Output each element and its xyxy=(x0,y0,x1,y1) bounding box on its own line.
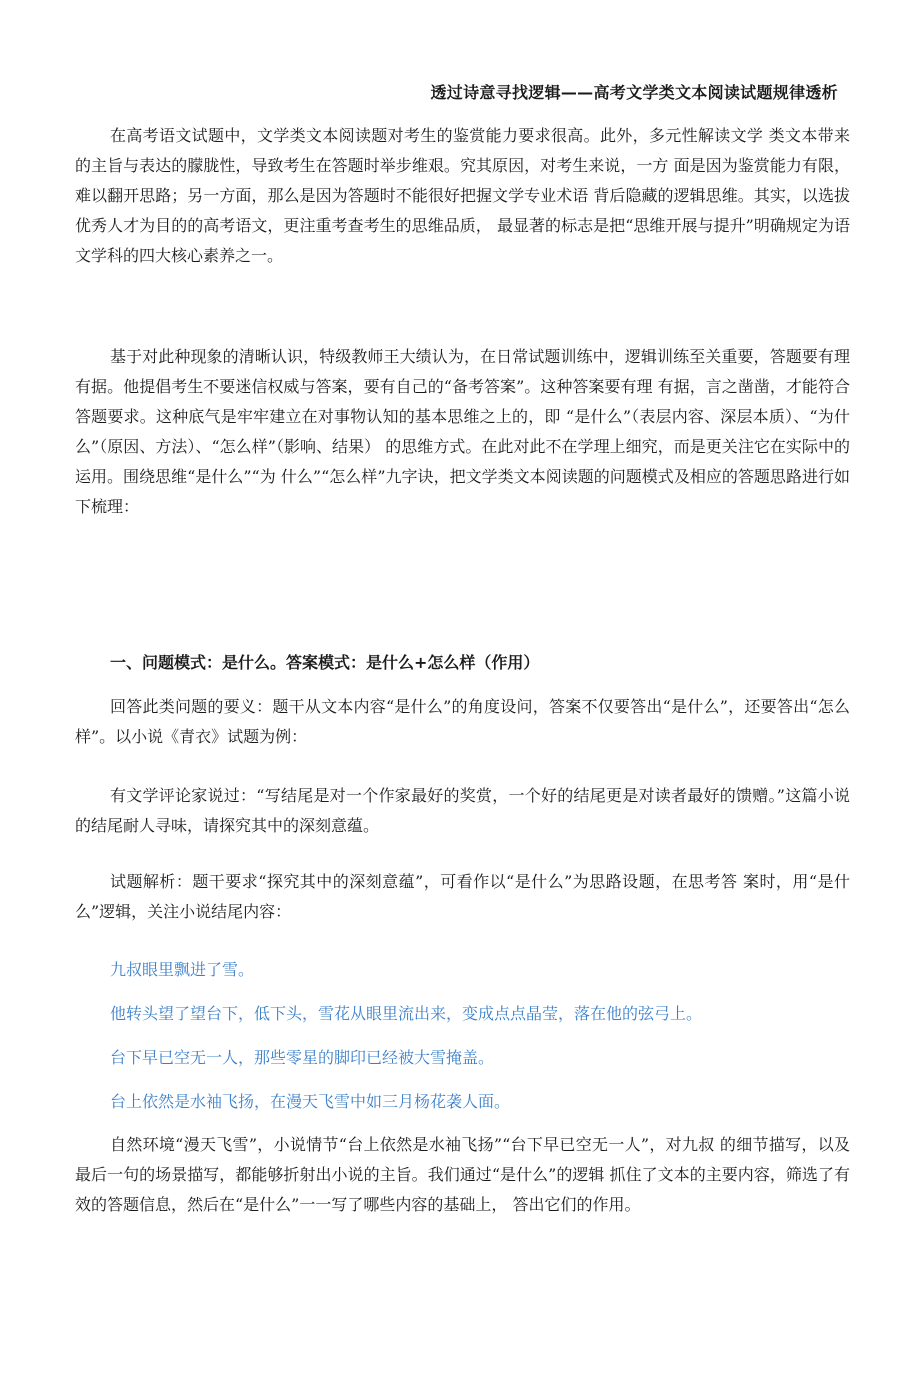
quote-line: 他转头望了望台下，低下头，雪花从眼里流出来，变成点点晶莹，落在他的弦弓上。 xyxy=(110,1004,703,1023)
quote-line: 九叔眼里飘进了雪。 xyxy=(110,960,255,979)
document-title: 透过诗意寻找逻辑——高考文学类文本阅读试题规律透析 xyxy=(430,83,838,102)
paragraph-intro: 在高考语文试题中，文学类文本阅读题对考生的鉴赏能力要求很高。此外，多元性解读文学 类文本带来的主旨与表达的朦胧性，导致考生在答题时举步维艰。究其原因，对考生来说，一方 面是因为鉴赏能力有限，难以翻开思路；另一方面，那么是因为答题时不能很好把握文学专业术语 背后隐藏的逻辑思维。其实，以选拔优秀人才为目的的高考语文，更注重考查考生的思维品质， 最显著的标志是把“思维开展与提升”明确规定为语文学科的四大核心素养之一。 xyxy=(75,126,850,265)
paragraph-analysis: 试题解析：题干要求“探究其中的深刻意蕴”，可看作以“是什么”为思路设题，在思考答 案时，用“是什么”逻辑，关注小说结尾内容： xyxy=(75,872,850,921)
section-heading: 一、问题模式：是什么。答案模式：是什么+怎么样（作用） xyxy=(110,653,540,672)
paragraph-background: 基于对此种现象的清晰认识，特级教师王大绩认为，在日常试题训练中，逻辑训练至关重要，答题要有理有据。他提倡考生不要迷信权威与答案，要有自己的“备考答案”。这种答案要有理 有据，言之凿凿，才能符合答题要求。这种底气是牢牢建立在对事物认知的基本思维之上的，即 “是什么”（表层内容、深层本质）、“为什么”（原因、方法）、“怎么样”（影响、结果） 的思维方式。在此对此不在学理上细究，而是更关注它在实际中的运用。围绕思维“是什么”“为 什么”“怎么样”九字诀，把文学类文本阅读题的问题模式及相应的答题思路进行如下梳理： xyxy=(75,347,850,516)
quote-line: 台上依然是水袖飞扬，在漫天飞雪中如三月杨花袭人面。 xyxy=(110,1092,511,1111)
paragraph-requirement: 回答此类问题的要义：题干从文本内容“是什么”的角度设问，答案不仅要答出“是什么”，还要答出“怎么样”。以小说《青衣》试题为例： xyxy=(75,697,850,746)
quote-line: 台下早已空无一人，那些零星的脚印已经被大雪掩盖。 xyxy=(110,1048,495,1067)
paragraph-conclusion: 自然环境“漫天飞雪”，小说情节“台上依然是水袖飞扬”“台下早已空无一人”，对九叔 的细节描写，以及最后一句的场景描写，都能够折射出小说的主旨。我们通过“是什么”的逻辑 抓住了文本的主要内容，筛选了有效的答题信息，然后在“是什么”一一写了哪些内容的基础上， 答出它们的作用。 xyxy=(75,1135,850,1214)
paragraph-question: 有文学评论家说过：“写结尾是对一个作家最好的奖赏，一个好的结尾更是对读者最好的馈赠。”这篇小说的结尾耐人寻味，请探究其中的深刻意蕴。 xyxy=(75,786,850,835)
